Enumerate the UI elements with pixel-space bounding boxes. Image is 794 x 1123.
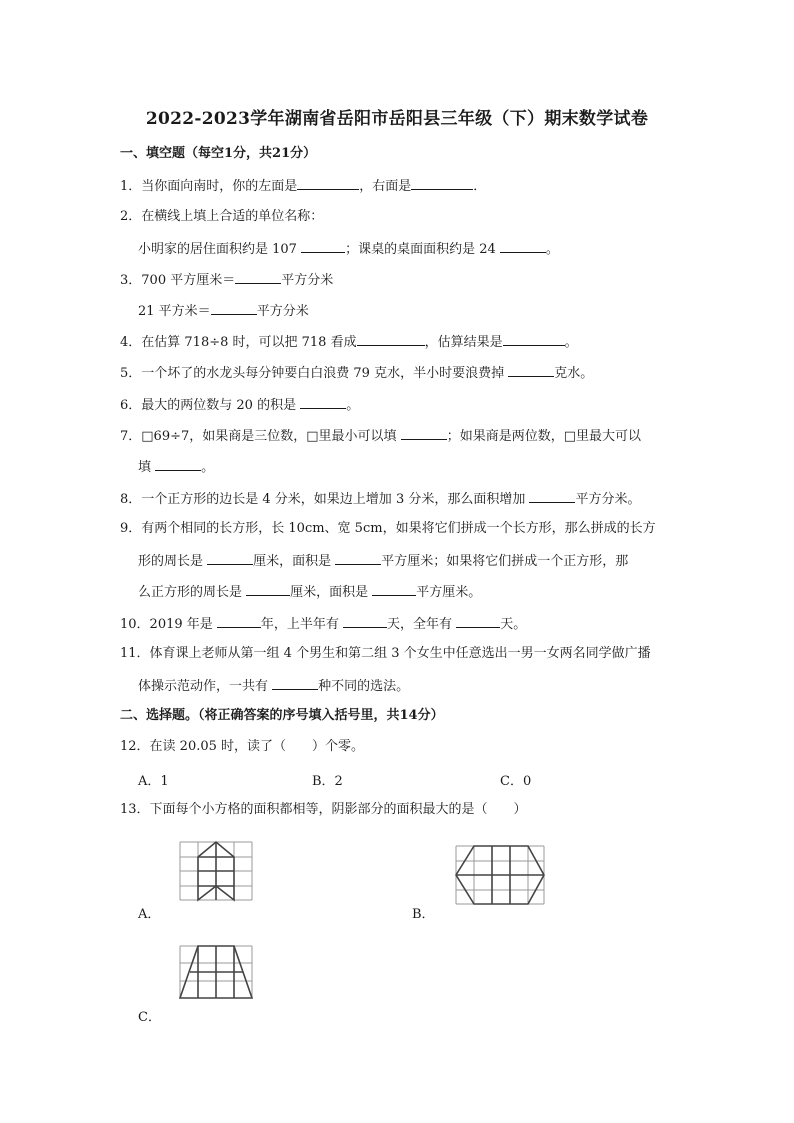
question-2-body <box>138 240 559 258</box>
q9-text-c: 厘米，面积是 <box>253 554 336 569</box>
option-a[interactable]: A．1 <box>138 774 169 789</box>
q2-text-a: 小明家的居住面积约是 107 <box>138 242 302 257</box>
answer-blank[interactable] <box>211 302 257 315</box>
page-title: 2022-2023学年湖南省岳阳市岳阳县三年级（下）期末数学试卷 <box>145 109 649 129</box>
question-3 <box>120 271 333 289</box>
answer-blank[interactable] <box>343 615 387 628</box>
q11-text-b: 体操示范动作，一共有 <box>138 679 273 694</box>
answer-blank[interactable] <box>411 177 473 190</box>
answer-blank[interactable] <box>235 271 281 284</box>
answer-blank[interactable] <box>301 240 345 253</box>
q7-text-d: 。 <box>201 460 215 475</box>
question-11: 11．体育课上老师从第一组 4 个男生和第二组 3 个女生中任意选出一男一女两名同学做广播 <box>120 646 651 661</box>
q3-text-a: 3．700 平方厘米＝ <box>120 273 236 288</box>
option-a-label[interactable]: A． <box>138 907 161 922</box>
q7-text-c: 填 <box>138 460 156 475</box>
q4-text-a: 4．在估算 718÷8 时，可以把 718 看成 <box>120 335 357 350</box>
answer-blank[interactable] <box>246 583 290 596</box>
q7-text-b: ；如果商是两位数，□里最大可以 <box>446 429 641 444</box>
q5-text-b: 克水。 <box>554 366 594 381</box>
question-6 <box>120 396 359 414</box>
question-4 <box>120 333 578 351</box>
answer-blank[interactable] <box>456 615 500 628</box>
section-multiple-choice: 二、选择题。（将正确答案的序号填入括号里，共14分） <box>120 708 444 723</box>
question-1 <box>120 177 486 195</box>
question-3-part2 <box>138 302 309 320</box>
q11-text-c: 种不同的选法。 <box>318 679 410 694</box>
option-c-label[interactable]: C． <box>138 1010 161 1025</box>
q9-text-d: 平方厘米；如果将它们拼成一个正方形，那 <box>381 554 629 569</box>
q10-text-a: 10．2019 年是 <box>120 617 217 632</box>
question-13: 13．下面每个小方格的面积都相等，阴影部分的面积最大的是（ ） <box>120 802 527 817</box>
question-12: 12．在读 20.05 时，读了（ ）个零。 <box>120 739 365 754</box>
answer-blank[interactable] <box>508 364 554 377</box>
q8-text-b: 平方分米。 <box>575 492 641 507</box>
q2-text-c: 。 <box>545 242 559 257</box>
answer-blank[interactable] <box>207 552 253 565</box>
question-7 <box>120 427 641 445</box>
answer-blank[interactable] <box>217 615 261 628</box>
q10-text-d: 天。 <box>500 617 527 632</box>
question-2: 2．在横线上填上合适的单位名称： <box>120 209 324 224</box>
q3-text-d: 平方分米 <box>256 304 309 319</box>
answer-blank[interactable] <box>529 490 575 503</box>
q1-text-a: 1．当你面向南时，你的左面是 <box>120 179 298 194</box>
q10-text-b: 年，上半年有 <box>260 617 344 632</box>
question-5 <box>120 364 593 382</box>
answer-blank[interactable] <box>155 458 201 471</box>
answer-blank[interactable] <box>300 396 346 409</box>
q9-text-g: 平方厘米。 <box>416 585 482 600</box>
question-10 <box>120 615 526 633</box>
q4-text-c: 。 <box>564 335 578 350</box>
q1-text-c: ． <box>473 179 487 194</box>
option-b-label[interactable]: B． <box>412 907 435 922</box>
section-fill-in: 一、填空题（每空1分，共21分） <box>120 146 317 161</box>
q6-text-a: 6．最大的两位数与 20 的积是 <box>120 398 301 413</box>
q3-text-c: 21 平方米＝ <box>138 304 211 319</box>
q3-text-b: 平方分米 <box>281 273 334 288</box>
q4-text-b: ，估算结果是 <box>424 335 503 350</box>
option-b[interactable]: B．2 <box>312 774 343 789</box>
question-9: 9．有两个相同的长方形，长 10cm、宽 5cm，如果将它们拼成一个长方形，那么拼成的长方 <box>120 521 656 536</box>
q9-text-e: 么正方形的周长是 <box>138 585 247 600</box>
answer-blank[interactable] <box>297 177 359 190</box>
figure-b-grid <box>452 842 548 908</box>
figure-a-grid <box>176 838 256 904</box>
q10-text-c: 天，全年有 <box>387 617 457 632</box>
answer-blank[interactable] <box>372 583 416 596</box>
q8-text-a: 8．一个正方形的边长是 4 分米，如果边上增加 3 分米，那么面积增加 <box>120 492 530 507</box>
q9-text-f: 厘米，面积是 <box>290 585 373 600</box>
q6-text-b: 。 <box>346 398 360 413</box>
q1-text-b: ，右面是 <box>359 179 412 194</box>
q5-text-a: 5．一个坏了的水龙头每分钟要白白浪费 79 克水，半小时要浪费掉 <box>120 366 509 381</box>
question-8 <box>120 490 641 508</box>
question-9-line3 <box>138 583 481 601</box>
answer-blank[interactable] <box>272 677 318 690</box>
answer-blank[interactable] <box>500 240 546 253</box>
q7-text-a: 7．□69÷7，如果商是三位数，□里最小可以填 <box>120 429 401 444</box>
figure-c-grid <box>176 942 256 1002</box>
q2-text-b: ；课桌的桌面面积约是 24 <box>345 242 500 257</box>
answer-blank[interactable] <box>503 333 565 346</box>
answer-blank[interactable] <box>401 427 447 440</box>
question-11-line2 <box>138 677 409 695</box>
option-c[interactable]: C．0 <box>500 774 532 789</box>
question-7-part2 <box>138 458 214 476</box>
q9-text-b: 形的周长是 <box>138 554 208 569</box>
answer-blank[interactable] <box>357 333 425 346</box>
answer-blank[interactable] <box>335 552 381 565</box>
question-9-line2 <box>138 552 628 570</box>
